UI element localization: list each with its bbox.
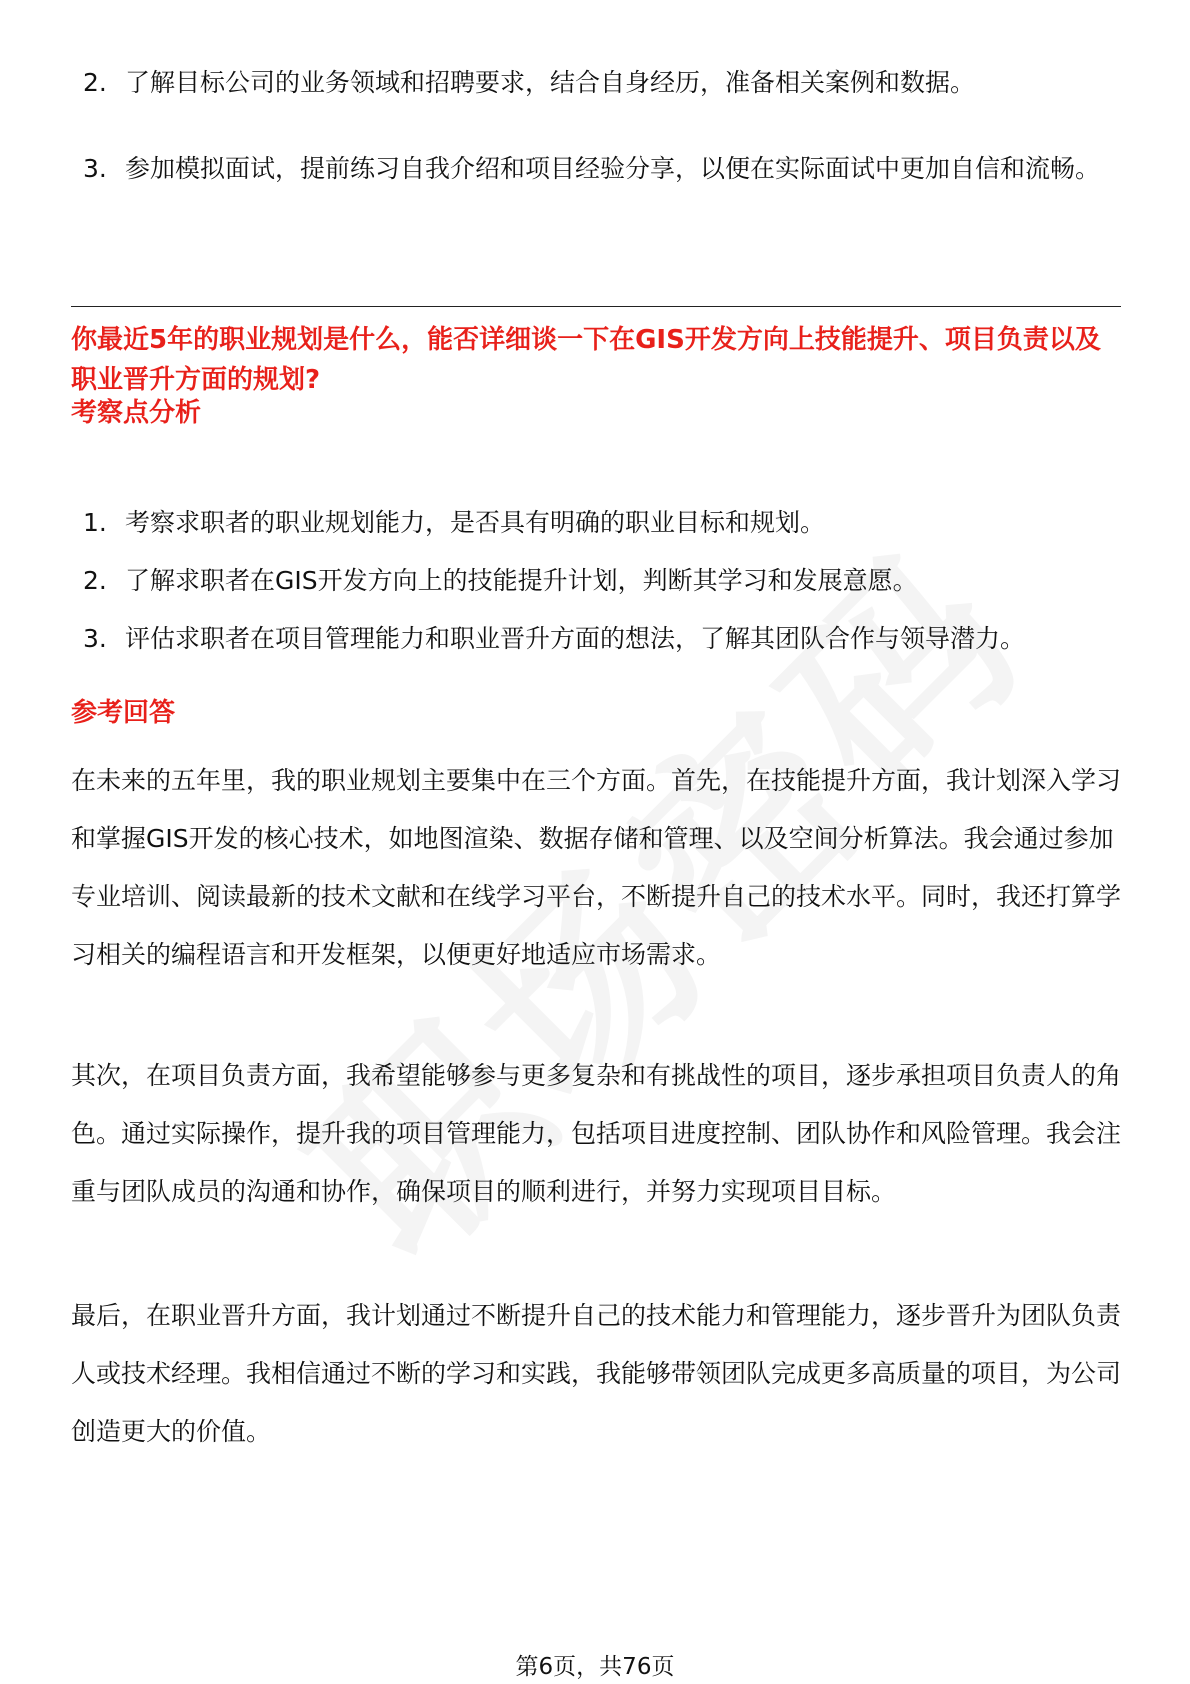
list-item: [71, 140, 1121, 198]
page-footer: 第6页，共76页: [515, 1654, 675, 1680]
prep-list: [71, 54, 1121, 198]
list-item: [71, 54, 1121, 112]
list-number: 2.: [83, 566, 107, 595]
list-text: 考察求职者的职业规划能力，是否具有明确的职业目标和规划。: [125, 508, 826, 537]
list-item: [71, 494, 1121, 552]
analysis-heading: 考察点分析: [71, 398, 202, 428]
list-text: 参加模拟面试，提前练习自我介绍和项目经验分享，以便在实际面试中更加自信和流畅。: [125, 154, 1101, 183]
list-number: 3.: [83, 154, 107, 183]
answer-paragraph: 最后，在职业晋升方面，我计划通过不断提升自己的技术能力和管理能力，逐步晋升为团队负责人或技术经理。我相信通过不断的学习和实践，我能够带领团队完成更多高质量的项目，为公司创造更大的价值。: [71, 1301, 1122, 1446]
list-item: [71, 610, 1121, 668]
list-text: 评估求职者在项目管理能力和职业晋升方面的想法，了解其团队合作与领导潜力。: [125, 624, 1026, 653]
list-number: 1.: [83, 508, 107, 537]
list-number: 2.: [83, 68, 107, 97]
question-title: 你最近5年的职业规划是什么，能否详细谈一下在GIS开发方向上技能提升、项目负责以及职业晋升方面的规划?: [71, 325, 1101, 395]
list-item: [71, 552, 1121, 610]
list-text: 了解求职者在GIS开发方向上的技能提升计划，判断其学习和发展意愿。: [125, 566, 918, 595]
analysis-list: [71, 494, 1121, 668]
list-text: 了解目标公司的业务领域和招聘要求，结合自身经历，准备相关案例和数据。: [125, 68, 976, 97]
answer-paragraph: 其次，在项目负责方面，我希望能够参与更多复杂和有挑战性的项目，逐步承担项目负责人的角色。通过实际操作，提升我的项目管理能力，包括项目进度控制、团队协作和风险管理。我会注重与团队成员的沟通和协作，确保项目的顺利进行，并努力实现项目目标。: [71, 1061, 1122, 1206]
list-number: 3.: [83, 624, 107, 653]
section-divider: [71, 306, 1121, 307]
answer-heading: 参考回答: [71, 698, 176, 728]
answer-paragraph: 在未来的五年里，我的职业规划主要集中在三个方面。首先，在技能提升方面，我计划深入学习和掌握GIS开发的核心技术，如地图渲染、数据存储和管理、以及空间分析算法。我会通过参加专业培训、阅读最新的技术文献和在线学习平台，不断提升自己的技术水平。同时，我还打算学习相关的编程语言和开发框架，以便更好地适应市场需求。: [71, 766, 1122, 969]
